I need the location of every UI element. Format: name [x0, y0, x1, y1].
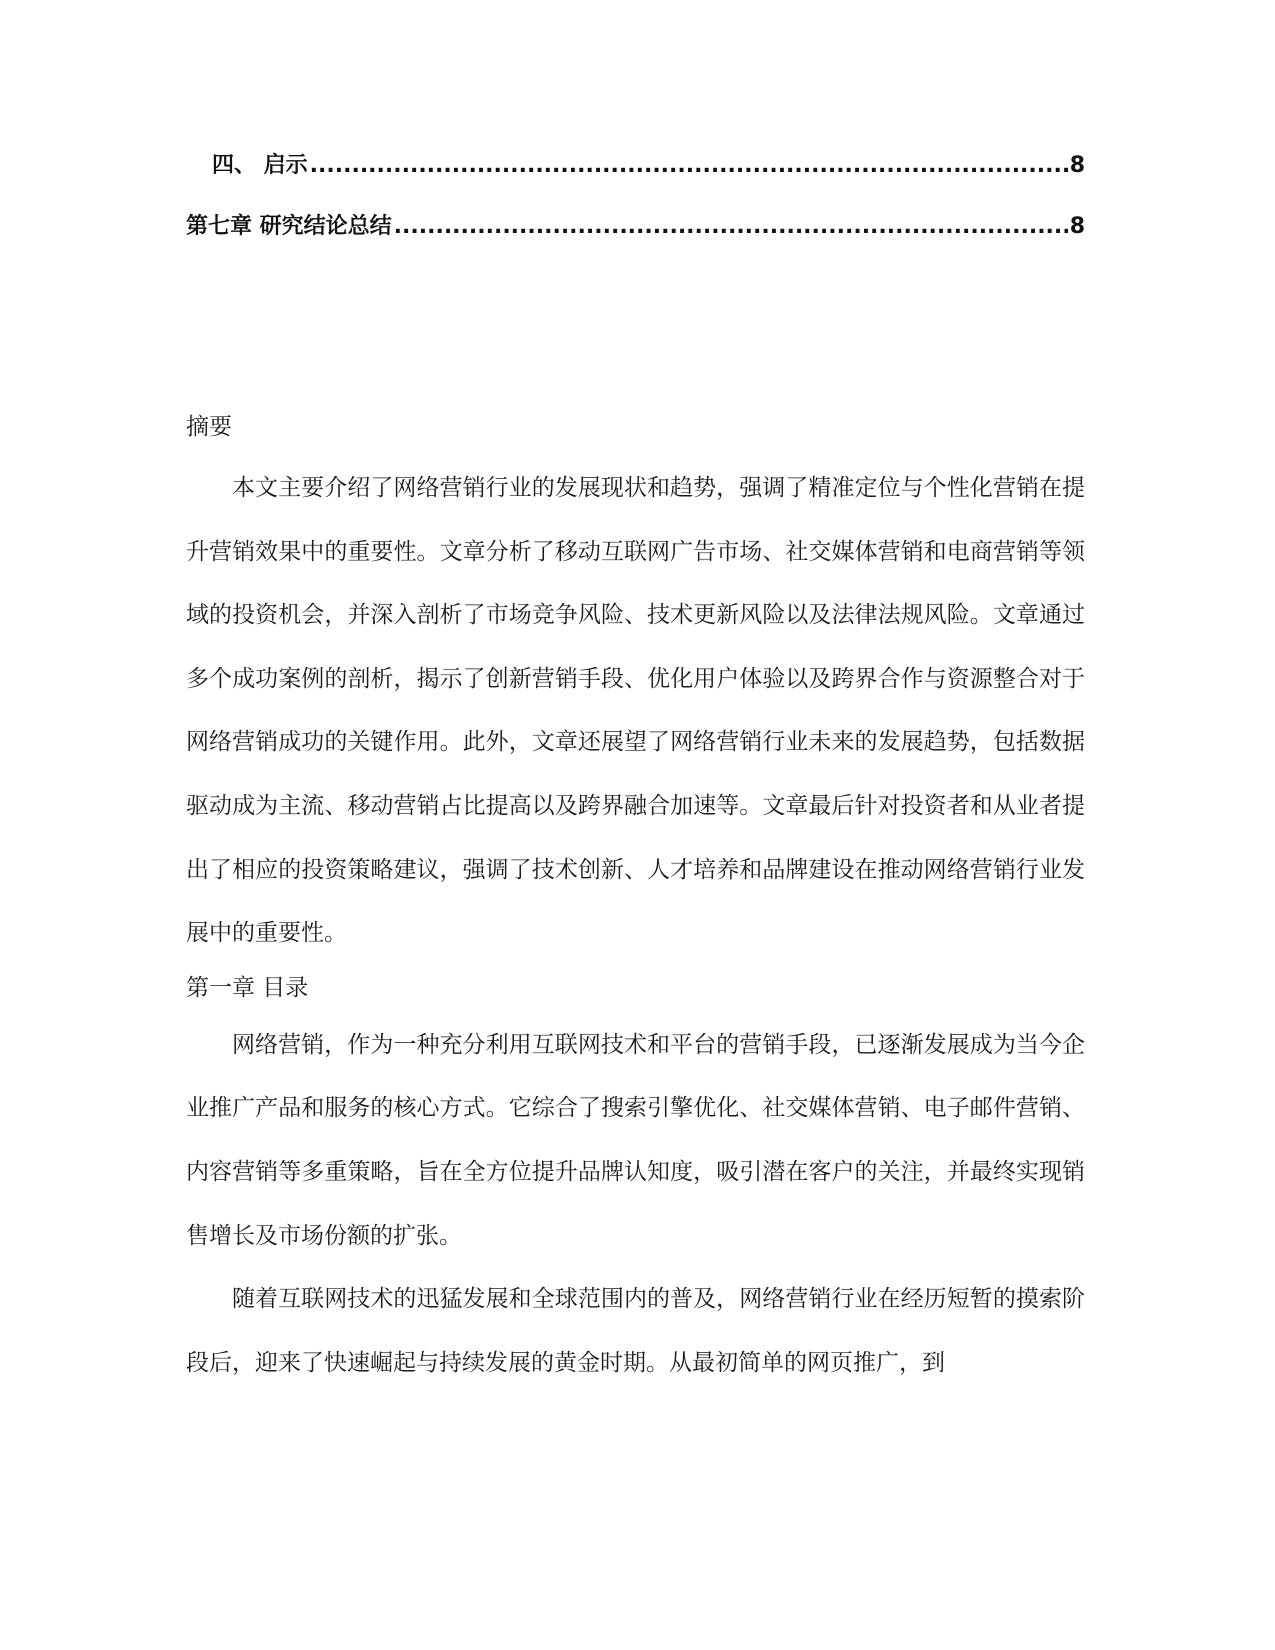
document-body [186, 405, 1085, 1395]
abstract-heading: 摘要 [186, 414, 232, 440]
toc-page-number: 8 [1069, 153, 1085, 178]
table-of-contents [186, 148, 1085, 270]
body-paragraph: 随着互联网技术的迅猛发展和全球范围内的普及，网络营销行业在经历短暂的摸索阶段后，迎来了快速崛起与持续发展的黄金时期。从最初简单的网页推广，到 [186, 1286, 1085, 1376]
body-paragraph: 网络营销，作为一种充分利用互联网技术和平台的营销手段，已逐渐发展成为当今企业推广产品和服务的核心方式。它综合了搜索引擎优化、社交媒体营销、电子邮件营销、内容营销等多重策略，旨在全方位提升品牌认知度，吸引潜在客户的关注，并最终实现销售增长及市场份额的扩张。 [186, 1031, 1085, 1249]
toc-dot-leader [394, 214, 1068, 239]
toc-entry-label: 四、 启示 [212, 153, 308, 178]
chapter-heading: 第一章 目录 [186, 974, 309, 1001]
toc-entry-label: 第七章 研究结论总结 [186, 214, 392, 239]
toc-dot-leader [310, 153, 1068, 178]
toc-entry-chapter-7[interactable] [186, 209, 1085, 239]
toc-entry-qishi[interactable] [186, 148, 1085, 178]
abstract-paragraph: 本文主要介绍了网络营销行业的发展现状和趋势，强调了精准定位与个性化营销在提升营销效果中的重要性。文章分析了移动互联网广告市场、社交媒体营销和电商营销等领域的投资机会，并深入剖析了市场竞争风险、技术更新风险以及法律法规风险。文章通过多个成功案例的剖析，揭示了创新营销手段、优化用户体验以及跨界合作与资源整合对于网络营销成功的关键作用。此外，文章还展望了网络营销行业未来的发展趋势，包括数据驱动成为主流、移动营销占比提高以及跨界融合加速等。文章最后针对投资者和从业者提出了相应的投资策略建议，强调了技术创新、人才培养和品牌建设在推动网络营销行业发展中的重要性。 [186, 475, 1085, 947]
toc-page-number: 8 [1069, 214, 1085, 239]
